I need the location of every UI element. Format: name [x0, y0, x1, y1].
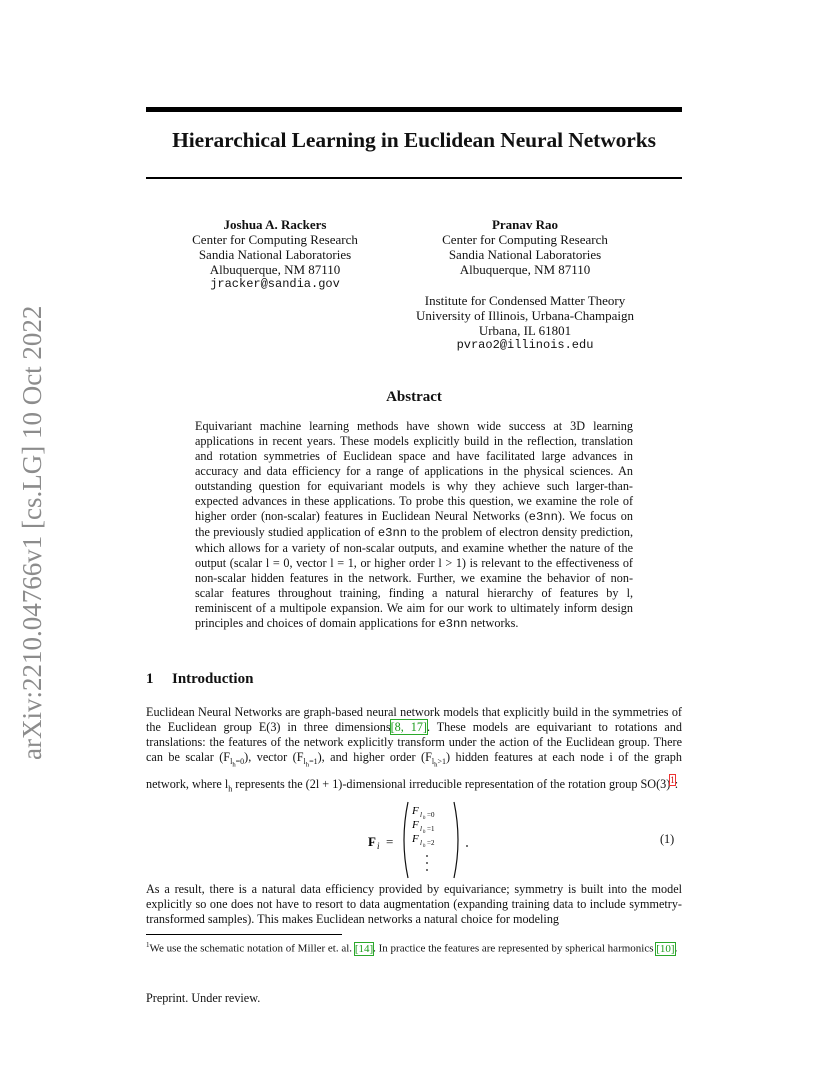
svg-text:=2: =2	[427, 839, 435, 847]
intro-paragraph-1: Euclidean Neural Networks are graph-based neural network models that explicitly build in the symmetries of the Euclidean group E(3) in three dimensions[8, 17]. These models are equivariant to rotations and translations: the features of the network explicitly transform under the action of the Euclidean group. There can be scalar $(F_{l_h=0})$, vector $(F_{l_h=1})$, and higher order $(F_{l_h>1})$ hidden features at each node i of the graph network, where $l_h$ represents the (2l + 1)-dimensional irreducible representation of the rotation group SO(3)$^1$:	[146, 705, 682, 794]
svg-text:F: F	[412, 819, 419, 831]
svg-text:F: F	[368, 834, 376, 849]
author-block-1	[160, 217, 390, 292]
svg-text:=1: =1	[427, 825, 435, 833]
section-title: Introduction	[172, 671, 254, 687]
code-e3nn: e3nn	[528, 510, 558, 524]
author-affiliation-line: Albuquerque, NM 87110	[459, 262, 591, 277]
code-e3nn: e3nn	[377, 526, 408, 540]
preprint-notice: Preprint. Under review.	[146, 991, 261, 1005]
abstract-heading: Abstract	[386, 389, 442, 405]
svg-text:h: h	[423, 830, 426, 835]
author-affiliation-line: Center for Computing Research	[192, 232, 358, 247]
footnote-rule	[146, 934, 342, 935]
paper-title: Hierarchical Learning in Euclidean Neural Networks	[172, 128, 656, 152]
author-email[interactable]: jracker@sandia.gov	[210, 277, 340, 291]
citation-link[interactable]: [10]	[656, 942, 675, 955]
equation-1	[366, 800, 486, 880]
svg-text:l: l	[420, 839, 422, 847]
abstract-text: Equivariant machine learning methods have shown wide success at 3D learning applications in recent years. These models explicitly build in the reflection, translation and rotation symmetries of Euclidean space and have facilitated large advances in accuracy and data efficiency for a range of applications in the physical sciences. An outstanding question for equivariant models is why they achieve such larger-than-expected advances in these applications. To probe this question, we examine the role of higher order (non-scalar) features in Euclidean Neural Networks (e3nn). We focus on the previously studied application of e3nn to the problem of electron density prediction, which allows for a variety of non-scalar outputs, and examine whether the nature of the output (scalar l = 0, vector l = 1, or higher order l > 1) is relevant to the effectiveness of non-scalar hidden features in the network. Further, we examine the behavior of non-scalar features throughout training, finding a natural hierarchy of features by l, reminiscent of a multipole expansion. We aim for our work to ultimately inform design principles and choices of domain applications for e3nn networks.	[195, 419, 633, 631]
svg-text:h: h	[423, 844, 426, 849]
citation-link[interactable]: [8, 17]	[390, 720, 427, 734]
author-affiliation-line: Albuquerque, NM 87110	[209, 262, 341, 277]
svg-text:=0: =0	[427, 811, 435, 819]
citation-link[interactable]: [14]	[354, 942, 374, 955]
svg-text:F: F	[412, 833, 419, 845]
author-affiliation-line: Sandia National Laboratories	[198, 247, 352, 262]
intro-paragraph-2: As a result, there is a natural data efficiency provided by equivariance; symmetry is built into the model explicitly so one does not have to resort to data augmentation (expanding training data to include symmetry-transformed samples). This makes Euclidean networks a natural choice for modeling	[146, 882, 682, 926]
author-affiliation-line: Urbana, IL 61801	[478, 323, 572, 338]
svg-text:F: F	[412, 805, 419, 817]
equation-number: (1)	[660, 832, 675, 846]
svg-text:l: l	[420, 825, 422, 833]
author-affiliation-line: Institute for Condensed Matter Theory	[424, 293, 626, 308]
arxiv-identifier: arXiv:2210.04766v1 [cs.LG] 10 Oct 2022	[17, 305, 47, 760]
code-e3nn: e3nn	[438, 617, 468, 631]
svg-text:h: h	[423, 816, 426, 821]
footnote-mark: 1	[146, 941, 150, 949]
author-affiliation-line: Center for Computing Research	[442, 232, 608, 247]
author-name: Pranav Rao	[491, 217, 559, 232]
section-number: 1	[146, 671, 154, 687]
svg-text:=: =	[386, 834, 394, 849]
svg-text:l: l	[420, 811, 422, 819]
author-affiliation-line: Sandia National Laboratories	[448, 247, 602, 262]
svg-text:i: i	[377, 841, 380, 851]
section-heading	[146, 671, 253, 688]
title-bottom-rule	[146, 177, 682, 179]
author-affiliation-line: University of Illinois, Urbana-Champaign	[415, 308, 635, 323]
author-email[interactable]: pvrao2@illinois.edu	[456, 338, 594, 352]
footnote-link[interactable]: 1	[670, 775, 675, 786]
author-name: Joshua A. Rackers	[223, 217, 327, 232]
author-block-2	[400, 217, 650, 353]
title-top-rule	[146, 107, 682, 112]
footnote: $^1$We use the schematic notation of Miller et. al. [14]. In practice the features are represented by spherical harmonics [10].	[146, 941, 678, 955]
